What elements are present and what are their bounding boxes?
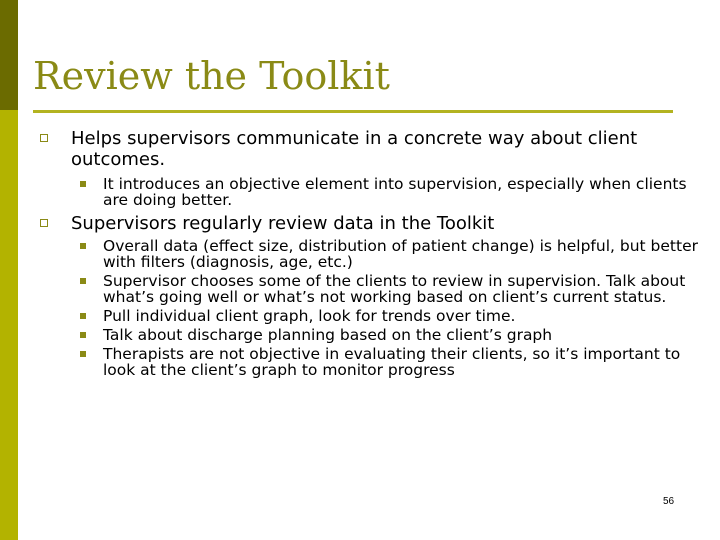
square-outline-bullet-icon (40, 134, 48, 142)
sub-bullet-text: Supervisor chooses some of the clients to review in supervision. Talk about what’s going well or what’s not working based on client’s current status. (103, 272, 686, 306)
square-filled-bullet-icon (80, 278, 86, 284)
bullet-text: Helps supervisors communicate in a concrete way about client outcomes. (71, 128, 638, 170)
slide-body (40, 128, 700, 381)
sidebar-accent-top (0, 0, 18, 110)
sub-bullet-text: Therapists are not objective in evaluating their clients, so it’s important to look at the client’s graph to monitor progress (103, 345, 681, 379)
square-filled-bullet-icon (80, 181, 86, 187)
sub-bullet-text: It introduces an objective element into supervision, especially when clients are doing better. (103, 175, 687, 209)
sub-bullet-text: Talk about discharge planning based on the client’s graph (103, 326, 553, 344)
square-filled-bullet-icon (80, 243, 86, 249)
sub-bullet-item (40, 327, 700, 343)
sub-bullet-text: Overall data (effect size, distribution of patient change) is helpful, but better with filters (diagnosis, age, etc.) (103, 237, 698, 271)
sub-bullet-item (40, 176, 700, 208)
square-filled-bullet-icon (80, 313, 86, 319)
page-number: 56 (663, 496, 675, 507)
sub-bullet-item (40, 308, 700, 324)
sub-bullet-text: Pull individual client graph, look for trends over time. (103, 307, 516, 325)
slide-title: Review the Toolkit (33, 54, 390, 98)
title-divider (33, 110, 673, 113)
sub-bullet-item (40, 346, 700, 378)
bullet-item (40, 213, 700, 234)
sub-bullet-item (40, 238, 700, 270)
sub-bullet-item (40, 273, 700, 305)
square-outline-bullet-icon (40, 219, 48, 227)
bullet-text: Supervisors regularly review data in the Toolkit (71, 213, 495, 234)
bullet-item (40, 128, 700, 170)
square-filled-bullet-icon (80, 351, 86, 357)
square-filled-bullet-icon (80, 332, 86, 338)
